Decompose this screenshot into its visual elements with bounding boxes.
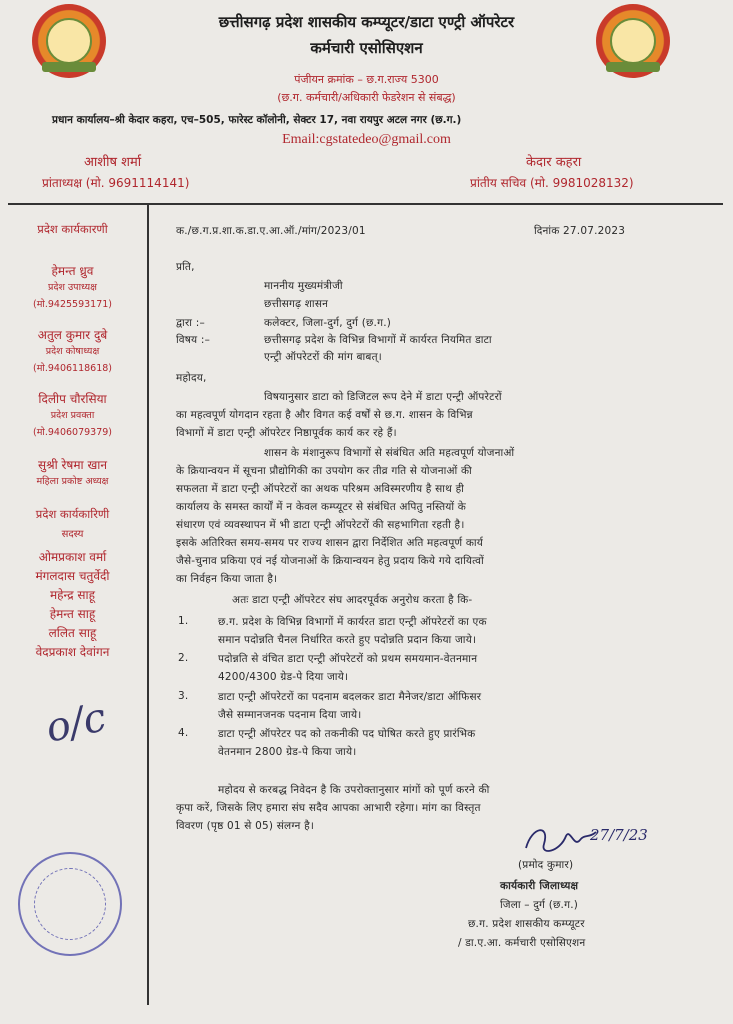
request-line: डाटा एन्ट्री ऑपरेटर पद को तकनीकी पद घोषित करते हुए प्रारंभिक — [218, 728, 476, 740]
request-intro: अतः डाटा एन्ट्री ऑपरेटर संघ आदरपूर्वक अनुरोध करता है कि- — [232, 594, 473, 606]
member-name: ललित साहू — [48, 626, 97, 640]
paragraph2-line: जैसे-चुनाव प्रकिया एवं नई योजनाओं के क्रियान्वयन हेतु प्रदाय किये गये दायित्वों — [176, 555, 484, 567]
paragraph2-line: शासन के मंशानुरूप विभागों से संबंधित अति महत्वपूर्ण योजनाओं — [264, 447, 515, 459]
members-heading: प्रदेश कार्यकारिणी — [35, 507, 110, 521]
officer-phone: (मो.9425593171) — [32, 299, 113, 310]
officer-name: दिलीप चौरसिया — [38, 392, 107, 406]
org-name-line2: कर्मचारी एसोसिएशन — [310, 39, 423, 57]
request-number: 4. — [178, 727, 189, 739]
office-seal-stamp — [18, 852, 122, 956]
addressee-line2: छत्तीसगढ़ शासन — [264, 298, 329, 310]
closing-line: विवरण (पृष्ठ 01 से 05) संलग्न है। — [176, 820, 315, 832]
subject-line1: छत्तीसगढ़ प्रदेश के विभिन्न विभागों में कार्यरत नियमित डाटा — [264, 334, 492, 346]
subject-line2: एन्ट्री ऑपरेटरों की मांग बाबत्। — [264, 351, 382, 363]
officer-role: प्रदेश प्रवक्ता — [50, 410, 95, 421]
request-number: 2. — [178, 652, 189, 664]
request-line: वेतनमान 2800 ग्रेड-पे किया जाये। — [218, 746, 357, 758]
president-name: आशीष शर्मा — [84, 155, 142, 170]
request-line: डाटा एन्ट्री ऑपरेटरों का पदनाम बदलकर डाटा मैनेजर/डाटा ऑफिसर — [218, 691, 482, 703]
closing-line: महोदय से करबद्ध निवेदन है कि उपरोक्तानुसार मांगों को पूर्ण करने की — [218, 784, 490, 796]
addressee-prefix: प्रति, — [176, 261, 195, 273]
subject-label: विषय :– — [176, 334, 211, 346]
signature-date: 27/7/23 — [590, 826, 648, 844]
paragraph1-line: का महत्वपूर्ण योगदान रहता है और विगत कई वर्षों से छ.ग. शासन के विभिन्न — [176, 409, 473, 421]
member-name: हेमन्त साहू — [49, 607, 96, 621]
closing-line: कृपा करें, जिसके लिए हमारा संघ सदैव आपका आभारी रहेगा। मांग का विस्तृत — [176, 802, 481, 814]
request-line: पदोन्नति से वंचित डाटा एन्ट्री ऑपरेटरों को प्रथम समयमान-वेतनमान — [218, 653, 478, 665]
officer-phone: (मो.9406118618) — [32, 363, 113, 374]
request-line: छ.ग. प्रदेश के विभिन्न विभागों में कार्यरत डाटा एन्ट्री ऑपरेटरों का एक — [218, 616, 487, 628]
member-name: वेदप्रकाश देवांगन — [35, 645, 110, 659]
federation-affiliation: (छ.ग. कर्मचारी/अधिकारी फेडरेशन से संबद्ध) — [277, 91, 456, 104]
signer-district: जिला – दुर्ग (छ.ग.) — [500, 899, 579, 911]
president-title: प्रांताध्यक्ष (मो. 9691114141) — [42, 176, 190, 190]
via-label: द्वारा :– — [176, 317, 205, 329]
officer-role: महिला प्रकोष्ट अध्यक्ष — [36, 476, 109, 487]
contact-email: Email:cgstatedeo@gmail.com — [282, 132, 451, 147]
member-name: मंगलदास चतुर्वेदी — [35, 569, 110, 583]
members-subheading: सदस्य — [61, 529, 84, 540]
request-line: 4200/4300 ग्रेड-पे दिया जाये। — [218, 671, 349, 683]
officer-role: प्रदेश उपाध्यक्ष — [48, 282, 97, 293]
request-line: समान पदोन्नति चैनल निर्धारित करते हुए पदोन्नति प्रदान किया जाये। — [218, 634, 477, 646]
org-name-line1: छत्तीसगढ़ प्रदेश शासकीय कम्प्यूटर/डाटा एण्ट्री ऑपरेटर — [218, 13, 515, 31]
paragraph2-line: इसके अतिरिक्त समय-समय पर राज्य शासन द्वारा निर्देशित अति महत्वपूर्ण कार्य — [176, 537, 484, 549]
officer-name: सुश्री रेषमा खान — [37, 458, 108, 472]
header-divider — [8, 203, 723, 205]
request-number: 3. — [178, 690, 189, 702]
handwritten-note: o/c — [41, 694, 111, 752]
signer-name: (प्रमोद कुमार) — [518, 859, 574, 871]
signer-title: कार्यकारी जिलाध्यक्ष — [500, 880, 579, 892]
officer-name: हेमन्त ध्रुव — [51, 264, 94, 278]
signer-org-line2: / डा.ए.आ. कर्मचारी एसोसिएशन — [458, 937, 586, 949]
sidebar-divider — [147, 205, 149, 1005]
paragraph2-line: संधारण एवं व्यवस्थापन में भी डाटा एन्ट्री ऑपरेटरों की सहभागिता रहती है। — [176, 519, 465, 531]
officer-name: अतुल कुमार दुबे — [37, 328, 108, 342]
paragraph2-line: कार्यालय के समस्त कार्यों में न केवल कम्प्यूटर से संबंधित अपितु नस्तियों के — [176, 501, 467, 513]
registration-number: पंजीयन क्रमांक – छ.ग.राज्य 5300 — [294, 73, 439, 86]
secretary-name: केदार कहरा — [526, 155, 582, 170]
signer-org-line1: छ.ग. प्रदेश शासकीय कम्प्यूटर — [468, 918, 585, 930]
officer-phone: (मो.9406079379) — [32, 427, 113, 438]
addressee-line1: माननीय मुख्यमंत्रीजी — [264, 280, 343, 292]
paragraph2-line: के क्रियान्वयन में सूचना प्रौद्योगिकी का उपयोग कर तीव्र गति से योजनाओं की — [176, 465, 472, 477]
paragraph1-line: विभागों में डाटा एन्ट्री ऑपरेटर निष्ठापूर्वक कार्य कर रहे हैं। — [176, 427, 397, 439]
paragraph2-line: का निर्वहन किया जाता है। — [176, 573, 278, 585]
request-line: जैसे सम्मानजनक पदनाम दिया जाये। — [218, 709, 362, 721]
handwritten-signature — [520, 818, 600, 862]
officer-role: प्रदेश कोषाध्यक्ष — [45, 346, 100, 357]
letter-reference: क./छ.ग.प्र.शा.क.डा.ए.आ.ऑ./मांग/2023/01 — [176, 225, 366, 237]
paragraph1-line: विषयानुसार डाटा को डिजिटल रूप देने में डाटा एन्ट्री ऑपरेटरों — [264, 391, 502, 403]
paragraph2-line: सफलता में डाटा एन्ट्री ऑपरेटरों का अथक परिश्रम अविस्मरणीय है साथ ही — [176, 483, 465, 495]
letter-date: दिनांक 27.07.2023 — [534, 225, 626, 237]
sidebar-heading: प्रदेश कार्यकारणी — [37, 222, 108, 236]
head-office-address: प्रधान कार्यालय–श्री केदार कहरा, एच–505, फारेस्ट कॉलोनी, सेक्टर 17, नवा रायपुर अटल नगर (छ.ग.) — [52, 114, 462, 126]
via-text: कलेक्टर, जिला-दुर्ग, दुर्ग (छ.ग.) — [264, 317, 392, 329]
secretary-title: प्रांतीय सचिव (मो. 9981028132) — [470, 176, 634, 190]
salutation: महोदय, — [176, 372, 207, 384]
member-name: ओमप्रकाश वर्मा — [38, 550, 107, 564]
member-name: महेन्द्र साहू — [49, 588, 96, 602]
request-number: 1. — [178, 615, 189, 627]
